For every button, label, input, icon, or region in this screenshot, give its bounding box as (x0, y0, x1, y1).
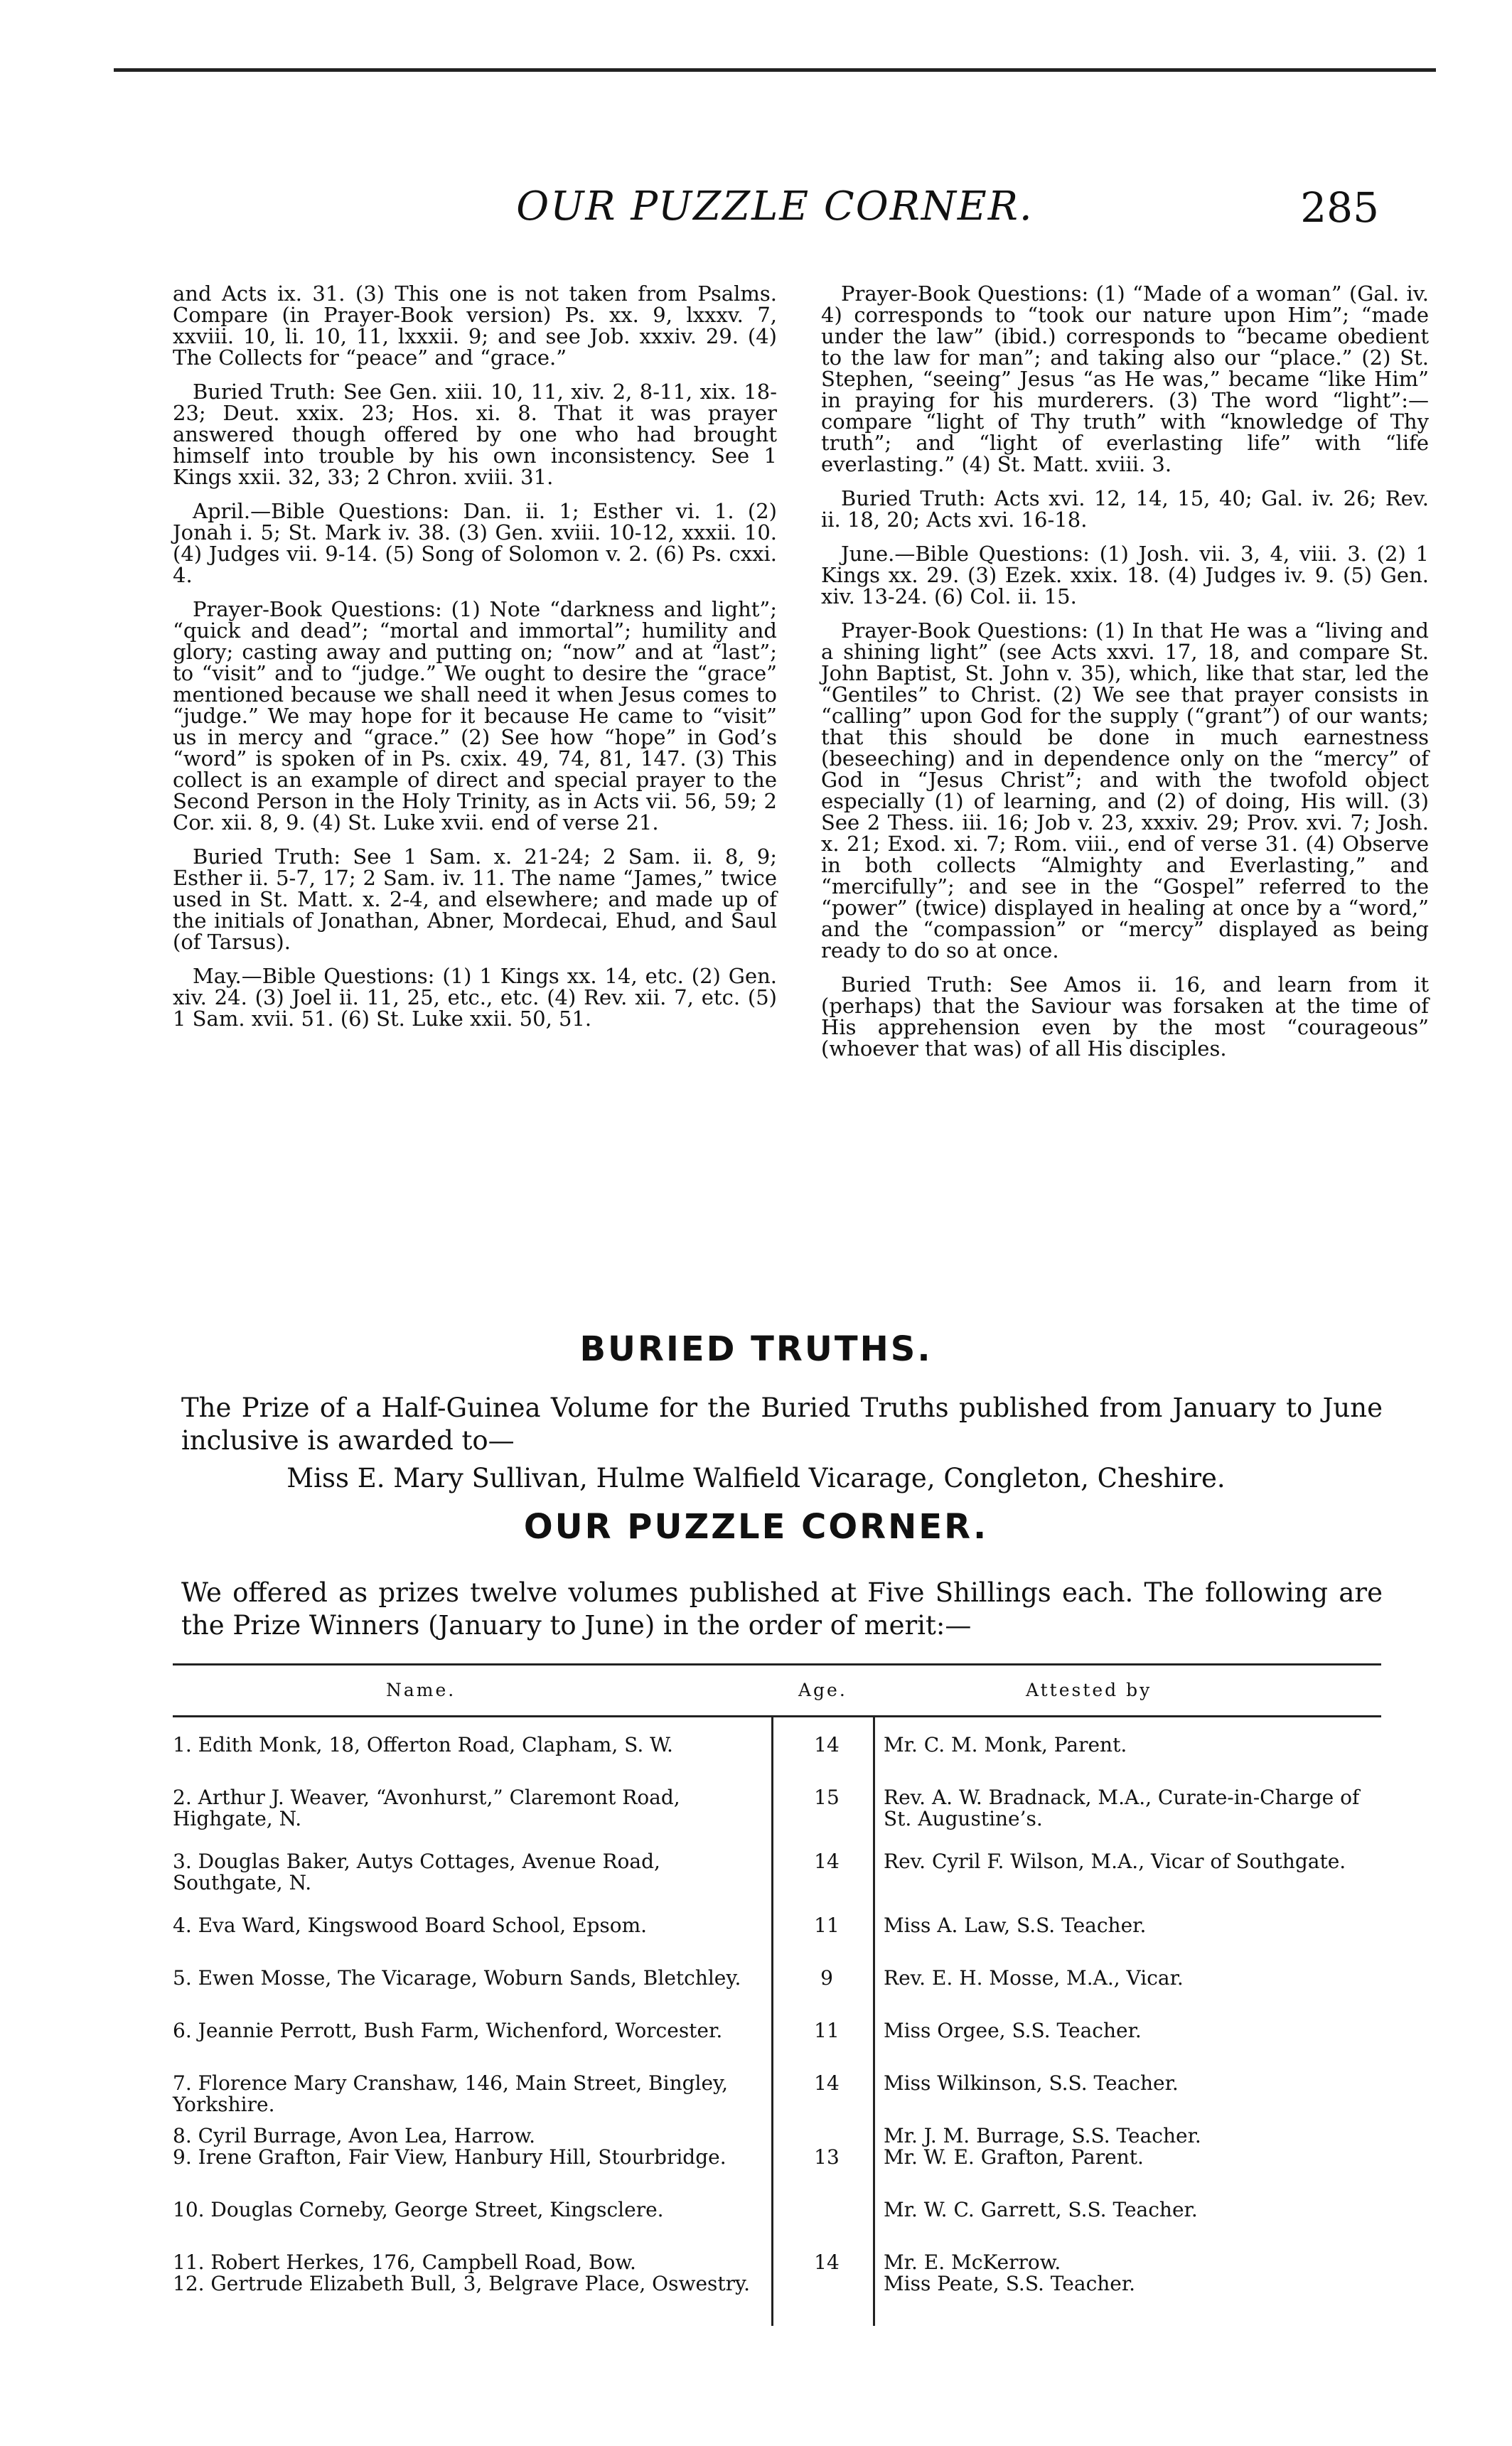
left-column (173, 283, 777, 1042)
buried-truths-heading: BURIED TRUTHS. (579, 1329, 933, 1369)
cell-age: 14 (814, 2071, 840, 2095)
prize-winners-table (173, 1663, 1381, 2340)
column-divider (873, 1717, 875, 2326)
paragraph: June.—Bible Questions: (1) Josh. vii. 3, 4, viii. 3. (2) 1 Kings xx. 29. (3) Ezek. xxix. 18. (4) Judges iv. 9. (5) Gen. xiv. 13-24. (6) Col. ii. 15. (821, 542, 1429, 608)
page-number: 285 (1300, 183, 1379, 232)
top-rule (114, 68, 1436, 72)
paragraph: Buried Truth: See Gen. xiii. 10, 11, xiv. 2, 8-11, xix. 18-23; Deut. xxix. 23; Hos. xi. 8. That it was prayer answered though offered by one who had brought himself into trouble by his own inconsistency. See 1 Kings xxii. 32, 33; 2 Chron. xviii. 31. (173, 380, 777, 489)
cell-name: 1. Edith Monk, 18, Offerton Road, Clapham, S. W. (173, 1733, 673, 1756)
cell-age: 9 (820, 1966, 833, 1990)
buried-truths-intro: The Prize of a Half-Guinea Volume for the Buried Truths published from January to June inclusive is awarded to— (181, 1393, 1383, 1456)
cell-attested: Rev. A. W. Bradnack, M.A., Curate-in-Charge of St. Augustine’s. (884, 1786, 1360, 1830)
cell-attested: Mr. E. McKerrow. (884, 2251, 1061, 2274)
column-divider (771, 1717, 773, 2326)
cell-age: 14 (814, 1733, 840, 1756)
table-body (173, 1717, 1381, 2340)
paragraph: Buried Truth: See 1 Sam. x. 21-24; 2 Sam. ii. 8, 9; Esther ii. 5-7, 17; 2 Sam. iv. 11. The name “James,” twice used in St. Matt. x. 2-4, and elsewhere; and made up of the initials of Jonathan, Abner, Mordecai, Ehud, and Saul (of Tarsus). (173, 844, 777, 954)
cell-name: 11. Robert Herkes, 176, Campbell Road, Bow. (173, 2251, 636, 2274)
running-title: OUR PUZZLE CORNER. (516, 183, 1034, 230)
paragraph: Buried Truth: See Amos ii. 16, and learn from it (perhaps) that the Saviour was forsaken at the time of His apprehension even by the most “courageous” (whoever that was) of all His disciples. (821, 972, 1429, 1061)
cell-name: 2. Arthur J. Weaver, “Avonhurst,” Claremont Road, Highgate, N. (173, 1786, 680, 1830)
cell-attested: Rev. Cyril F. Wilson, M.A., Vicar of Southgate. (884, 1850, 1346, 1873)
cell-attested: Miss Orgee, S.S. Teacher. (884, 2019, 1142, 2042)
paragraph: Prayer-Book Questions: (1) In that He was a “living and a shining light” (see Acts xxvi. 17, 18, and compare St. John Baptist, St. John v. 35), which, like that star, led the “Gentiles” to Christ. (2) We see that prayer consists in “calling” upon God for the supply (“grant”) of our wants; that this should be done in much earnestness (beseeching) and in dependence only on the “mercy” of God in “Jesus Christ”; and with the twofold object especially (1) of learning, and (2) of doing, His will. (3) See 2 Thess. iii. 16; Job v. 23, xxxiv. 29; Prov. xvi. 7; Josh. x. 21; Exod. xi. 7; Rom. viii., end of verse 31. (4) Observe in both collects “Almighty and Everlasting,” and “mercifully”; and see in the “Gospel” referred to the “power” (twice) displayed in healing at once by a “word,” and the “compassion” or “mercy” displayed as being ready to do so at once. (821, 618, 1429, 962)
cell-name: 12. Gertrude Elizabeth Bull, 3, Belgrave Place, Oswestry. (173, 2272, 751, 2295)
paragraph: April.—Bible Questions: Dan. ii. 1; Esther vi. 1. (2) Jonah i. 5; St. Mark iv. 38. (3) Gen. xviii. 10-12, xxxii. 10. (4) Judges vii. 9-14. (5) Song of Solomon v. 2. (6) Ps. cxxi. 4. (173, 499, 777, 587)
cell-name: 10. Douglas Corneby, George Street, Kingsclere. (173, 2198, 664, 2221)
cell-name: 7. Florence Mary Cranshaw, 146, Main Street, Bingley, Yorkshire. (173, 2071, 729, 2116)
cell-age: 11 (814, 1914, 840, 1937)
cell-name: 3. Douglas Baker, Autys Cottages, Avenue Road, Southgate, N. (173, 1850, 660, 1894)
buried-truths-winner: Miss E. Mary Sullivan, Hulme Walfield Vicarage, Congleton, Cheshire. (286, 1463, 1226, 1493)
cell-attested: Miss Wilkinson, S.S. Teacher. (884, 2071, 1179, 2095)
paragraph: Buried Truth: Acts xvi. 12, 14, 15, 40; Gal. iv. 26; Rev. ii. 18, 20; Acts xvi. 16-18. (821, 486, 1429, 532)
cell-age: 14 (814, 1850, 840, 1873)
page-header (171, 183, 1379, 240)
cell-attested: Rev. E. H. Mosse, M.A., Vicar. (884, 1966, 1184, 1990)
cell-attested: Miss Peate, S.S. Teacher. (884, 2272, 1136, 2295)
puzzle-corner-heading: OUR PUZZLE CORNER. (523, 1507, 989, 1547)
cell-attested: Mr. W. E. Grafton, Parent. (884, 2145, 1144, 2169)
cell-name: 9. Irene Grafton, Fair View, Hanbury Hill, Stourbridge. (173, 2145, 726, 2169)
cell-attested: Mr. W. C. Garrett, S.S. Teacher. (884, 2198, 1198, 2221)
cell-age: 14 (814, 2251, 840, 2274)
paragraph: Prayer-Book Questions: (1) Note “darkness and light”; “quick and dead”; “mortal and immortal”; humility and glory; casting away and putting on; “now” and at “last”; to “visit” and to “judge.” We ought to desire the “grace” mentioned because we shall need it when Jesus comes to “judge.” We may hope for it because He came to “visit” us in mercy and “grace.” (2) See how “hope” in God’s “word” is spoken of in Ps. cxix. 49, 74, 81, 147. (3) This collect is an example of direct and special prayer to the Second Person in the Holy Trinity, as in Acts vii. 56, 59; 2 Cor. xii. 8, 9. (4) St. Luke xvii. end of verse 21. (173, 597, 777, 835)
column-header-attested: Attested by (1026, 1680, 1152, 1700)
table-header (173, 1665, 1381, 1715)
cell-name: 4. Eva Ward, Kingswood Board School, Epsom. (173, 1914, 648, 1937)
paragraph: May.—Bible Questions: (1) 1 Kings xx. 14, etc. (2) Gen. xiv. 24. (3) Joel ii. 11, 25, etc., etc. (4) Rev. xii. 7, etc. (5) 1 Sam. xvii. 51. (6) St. Luke xxii. 50, 51. (173, 964, 777, 1031)
cell-attested: Mr. C. M. Monk, Parent. (884, 1733, 1127, 1756)
cell-name: 6. Jeannie Perrott, Bush Farm, Wichenford, Worcester. (173, 2019, 723, 2042)
column-header-name: Name. (386, 1680, 456, 1700)
cell-name: 5. Ewen Mosse, The Vicarage, Woburn Sands, Bletchley. (173, 1966, 741, 1990)
cell-name: 8. Cyril Burrage, Avon Lea, Harrow. (173, 2124, 536, 2147)
column-header-age: Age. (798, 1680, 847, 1700)
cell-age: 13 (814, 2145, 840, 2169)
cell-attested: Mr. J. M. Burrage, S.S. Teacher. (884, 2124, 1201, 2147)
cell-age: 15 (814, 1786, 840, 1809)
cell-age: 11 (814, 2019, 840, 2042)
right-column (821, 283, 1429, 1072)
cell-attested: Miss A. Law, S.S. Teacher. (884, 1914, 1147, 1937)
paragraph: and Acts ix. 31. (3) This one is not taken from Psalms. Compare (in Prayer-Book version) Ps. xx. 9, lxxxv. 7, xxviii. 10, li. 10, 11, lxxxii. 9; and see Job. xxxiv. 29. (4) The Collects for “peace” and “grace.” (173, 281, 777, 370)
puzzle-corner-intro: We offered as prizes twelve volumes published at Five Shillings each. The following are the Prize Winners (January to June) in the order of merit:— (181, 1577, 1383, 1641)
paragraph: Prayer-Book Questions: (1) “Made of a woman” (Gal. iv. 4) corresponds to “took our nature upon Him”; “made under the law” (ibid.) corresponds to “became obedient to the law for man”; and taking also our “place.” (2) St. Stephen, “seeing” Jesus “as He was,” became “like Him” in praying for his murderers. (3) The word “light”:—compare “light of Thy truth” with “knowledge of Thy truth”; and “light of everlasting life” with “life everlasting.” (4) St. Matt. xviii. 3. (821, 281, 1429, 476)
